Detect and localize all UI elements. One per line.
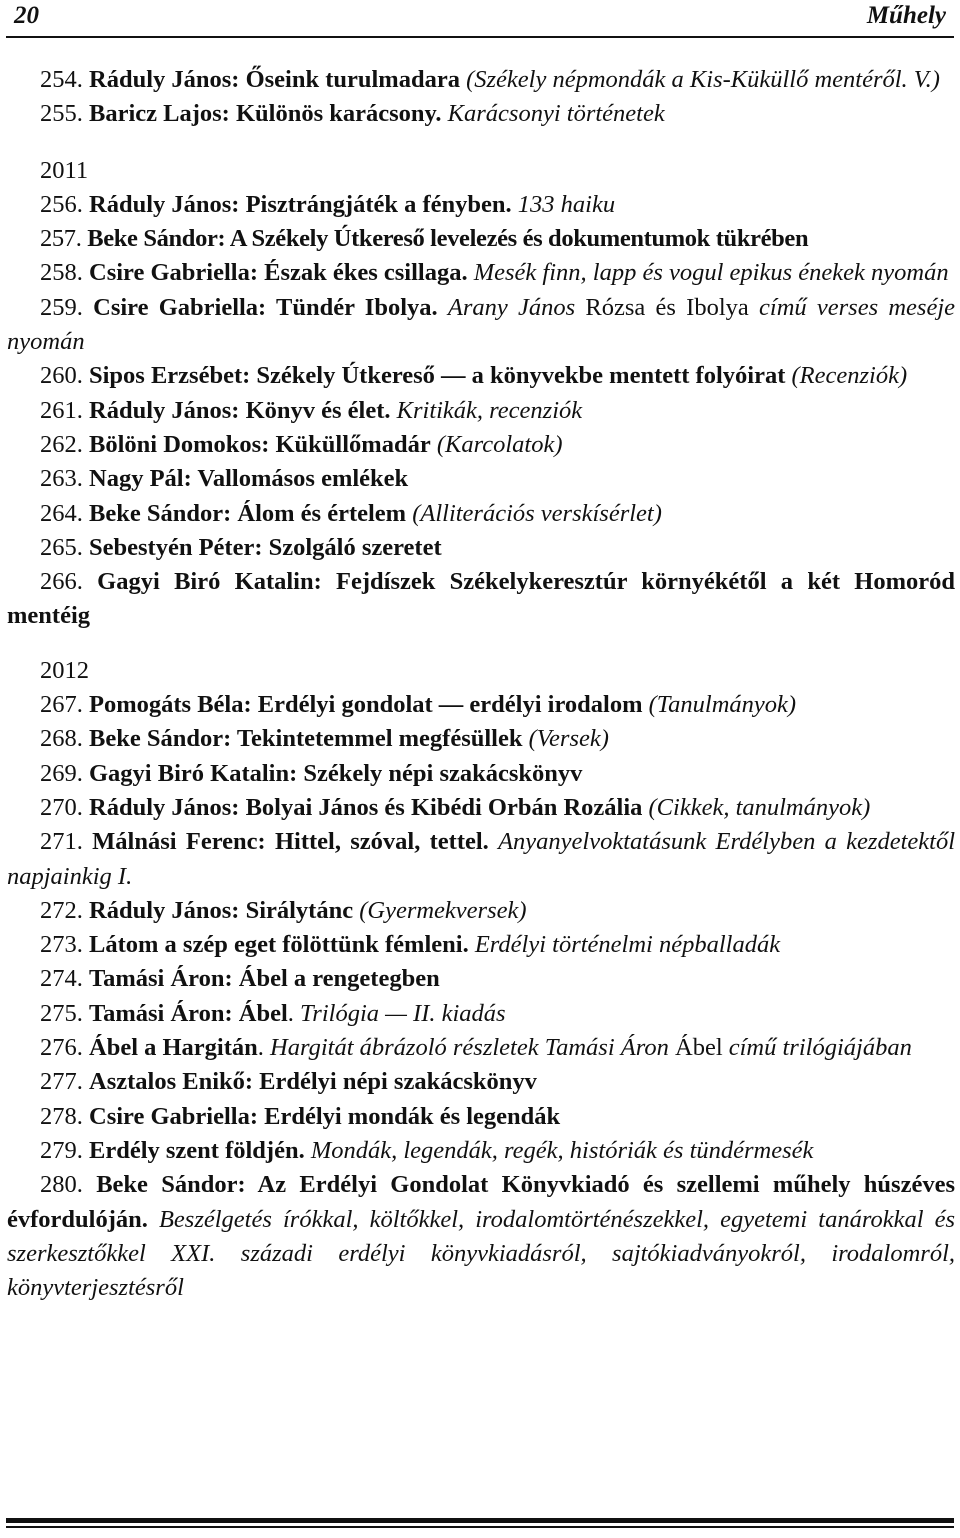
- entry-subtitle: Mesék finn, lapp és vogul epikus énekek nyomán: [473, 259, 949, 287]
- spacer: [7, 132, 955, 154]
- bibliography-entry: [7, 63, 955, 97]
- bibliography-entry: [7, 394, 955, 428]
- section-title: Műhely: [866, 2, 946, 29]
- entries-group-2010: [7, 63, 955, 132]
- entry-author-title: Ráduly János: Őseink turulmadara: [89, 66, 460, 93]
- footer-rule: [6, 1518, 954, 1528]
- entry-author-title: Ráduly János: Könyv és élet.: [89, 396, 391, 424]
- entry-number: 255.: [40, 100, 83, 128]
- spacer: [7, 634, 955, 654]
- entry-number: 278.: [40, 1102, 83, 1130]
- entries-group-2012: [7, 688, 955, 1305]
- bibliography-entry: [7, 1134, 955, 1168]
- entry-author-title: Ráduly János: Bolyai János és Kibédi Orbán Rozália: [89, 793, 643, 821]
- bibliography-entry: [7, 359, 955, 393]
- entry-subtitle: című trilógiájában: [728, 1034, 912, 1062]
- entry-number: 262.: [40, 430, 83, 458]
- entry-author-title: Beke Sándor: Álom és értelem: [89, 499, 407, 527]
- entry-text: [489, 828, 498, 855]
- entry-author-title: Ábel a Hargitán: [89, 1034, 258, 1062]
- bibliography-entry: [7, 928, 955, 962]
- entry-number: 270.: [40, 793, 83, 821]
- bibliography-entry: [7, 428, 955, 462]
- entry-author-title: Gagyi Biró Katalin: Fejdíszek Székelykeresztúr környékétől a két Homoród mentéig: [7, 568, 956, 630]
- entry-number: 275.: [40, 999, 83, 1027]
- bibliography-entry: [7, 757, 955, 791]
- entry-number: 266.: [40, 568, 83, 596]
- entry-subtitle: Karácsonyi történetek: [447, 100, 665, 128]
- entry-subtitle: 133 haiku: [517, 190, 616, 218]
- entry-author-title: Tamási Áron: Ábel a rengetegben: [89, 965, 440, 993]
- entry-subtitle: (Recenziók): [791, 362, 908, 390]
- entry-number: 277.: [40, 1068, 83, 1096]
- bibliography-entry: [7, 462, 955, 496]
- year-heading-2012: 2012: [40, 656, 89, 684]
- entry-number: 257.: [40, 225, 82, 253]
- entry-number: 269.: [40, 759, 83, 787]
- year-heading-2011: 2011: [40, 156, 89, 184]
- entry-subtitle: című verses meséje nyomán: [7, 293, 956, 356]
- bibliography-entry: [7, 188, 955, 222]
- entry-number: 274.: [40, 965, 83, 993]
- entry-author-title: Sipos Erzsébet: Székely Útkereső — a könyvekbe mentett folyóirat: [89, 362, 786, 390]
- entry-author-title: Pomogáts Béla: Erdélyi gondolat — erdélyi irodalom: [89, 691, 643, 719]
- entry-author-title: Bölöni Domokos: Küküllőmadár: [89, 430, 431, 458]
- entry-subtitle: (Székely népmondák a Kis-Küküllő mentéről. V.): [466, 66, 940, 93]
- page-header: [6, 0, 946, 38]
- header-rule: [6, 36, 954, 38]
- bibliography-entry: [7, 688, 955, 722]
- entry-subtitle: Erdélyi történelmi népballadák: [474, 931, 781, 959]
- bibliography-entry: [7, 1031, 955, 1065]
- bibliography-entry: [7, 565, 955, 634]
- entry-number: 276.: [40, 1034, 83, 1062]
- entry-subtitle: (Karcolatok): [436, 430, 563, 458]
- entry-author-title: Beke Sándor: Az Erdélyi Gondolat Könyvkiadó és szellemi műhely húszéves évfordulóján.: [7, 1171, 956, 1233]
- entry-author-title: Beke Sándor: Tekintetemmel megfésüllek: [89, 725, 523, 753]
- entry-author-title: Baricz Lajos: Különös karácsony.: [89, 100, 442, 128]
- entry-text: .: [257, 1034, 271, 1062]
- entry-number: 265.: [40, 533, 83, 561]
- entry-subtitle: Mondák, legendák, regék, históriák és tündérmesék: [310, 1136, 814, 1164]
- bibliography-entry: [7, 791, 955, 825]
- entry-author-title: Beke Sándor: A Székely Útkereső levelezés és dokumentumok tükrében: [87, 225, 809, 253]
- entry-text: .: [287, 999, 301, 1027]
- entry-author-title: Nagy Pál: Vallomásos emlékek: [89, 465, 409, 493]
- entry-author-title: Ráduly János: Sirálytánc: [89, 896, 354, 924]
- entry-subtitle: Arany János: [447, 293, 576, 321]
- entry-author-title: Gagyi Biró Katalin: Székely népi szakácskönyv: [89, 759, 583, 787]
- entry-text: [438, 294, 448, 321]
- entry-number: 260.: [40, 362, 83, 390]
- entry-number: 264.: [40, 499, 83, 527]
- entry-number: 256.: [40, 190, 83, 218]
- entry-subtitle: (Versek): [528, 725, 609, 753]
- entry-subtitle: (Alliterációs verskísérlet): [412, 499, 662, 527]
- entry-text: Ábel: [668, 1034, 729, 1062]
- entry-number: 272.: [40, 896, 83, 924]
- bibliography-entry: [7, 291, 955, 360]
- footer-rule-thin: [6, 1526, 954, 1528]
- entry-text: [148, 1206, 159, 1233]
- entry-number: 258.: [40, 259, 83, 287]
- entry-number: 259.: [40, 293, 83, 321]
- bibliography-entry: [7, 962, 955, 996]
- bibliography-entry: [7, 825, 955, 894]
- entry-number: 254.: [40, 66, 83, 93]
- entry-author-title: Látom a szép eget fölöttünk fémleni.: [89, 931, 469, 959]
- entry-number: 268.: [40, 725, 83, 753]
- entry-subtitle: Anyanyelvoktatásunk Erdélyben a kezdetektől napjainkig I.: [7, 828, 955, 890]
- bibliography-entry: [7, 1100, 955, 1134]
- bibliography-entry: [7, 1168, 955, 1305]
- entry-author-title: Málnási Ferenc: Hittel, szóval, tettel.: [92, 828, 489, 856]
- bibliography-list: [7, 63, 955, 1305]
- entry-number: 279.: [40, 1136, 83, 1164]
- bibliography-entry: [7, 997, 955, 1031]
- bibliography-entry: [7, 97, 955, 131]
- bibliography-entry: [7, 894, 955, 928]
- entry-author-title: Csire Gabriella: Erdélyi mondák és legendák: [89, 1102, 561, 1130]
- page-number: 20: [14, 2, 39, 29]
- entry-author-title: Csire Gabriella: Tündér Ibolya.: [93, 293, 438, 321]
- bibliography-entry: [7, 1065, 955, 1099]
- bibliography-entry: [7, 256, 955, 290]
- footer-rule-thick: [6, 1518, 954, 1523]
- entry-text: Rózsa és Ibolya: [575, 293, 760, 321]
- entry-subtitle: (Tanulmányok): [648, 691, 797, 719]
- entry-subtitle: Trilógia — II. kiadás: [300, 999, 506, 1027]
- entry-subtitle: Hargitát ábrázoló részletek Tamási Áron: [270, 1034, 669, 1062]
- entry-author-title: Sebestyén Péter: Szolgáló szeretet: [89, 533, 442, 561]
- entry-author-title: Erdély szent földjén.: [89, 1136, 305, 1164]
- entries-group-2011: [7, 188, 955, 634]
- entry-author-title: Tamási Áron: Ábel: [89, 999, 288, 1027]
- entry-number: 273.: [40, 931, 83, 959]
- entry-number: 271.: [40, 828, 83, 856]
- entry-subtitle: (Cikkek, tanulmányok): [648, 793, 871, 821]
- bibliography-entry: [7, 531, 955, 565]
- entry-subtitle: Kritikák, recenziók: [396, 396, 583, 424]
- entry-subtitle: Beszélgetés írókkal, költőkkel, irodalomtörténészekkel, egyetemi tanárokkal és szerkesztőkkel XXI. századi erdélyi könyvkiadásról, sajtókiadványokról, irodalomról, könyvterjesztésről: [7, 1205, 955, 1302]
- bibliography-entry: [7, 222, 955, 256]
- entry-author-title: Asztalos Enikő: Erdélyi népi szakácskönyv: [89, 1068, 537, 1096]
- entry-number: 267.: [40, 691, 83, 719]
- entry-subtitle: (Gyermekversek): [359, 896, 527, 924]
- entry-number: 261.: [40, 396, 83, 424]
- bibliography-entry: [7, 497, 955, 531]
- bibliography-entry: [7, 722, 955, 756]
- entry-number: 263.: [40, 465, 83, 493]
- entry-number: 280.: [40, 1171, 83, 1199]
- entry-author-title: Ráduly János: Pisztrángjáték a fényben.: [89, 190, 512, 218]
- entry-author-title: Csire Gabriella: Észak ékes csillaga.: [89, 259, 468, 287]
